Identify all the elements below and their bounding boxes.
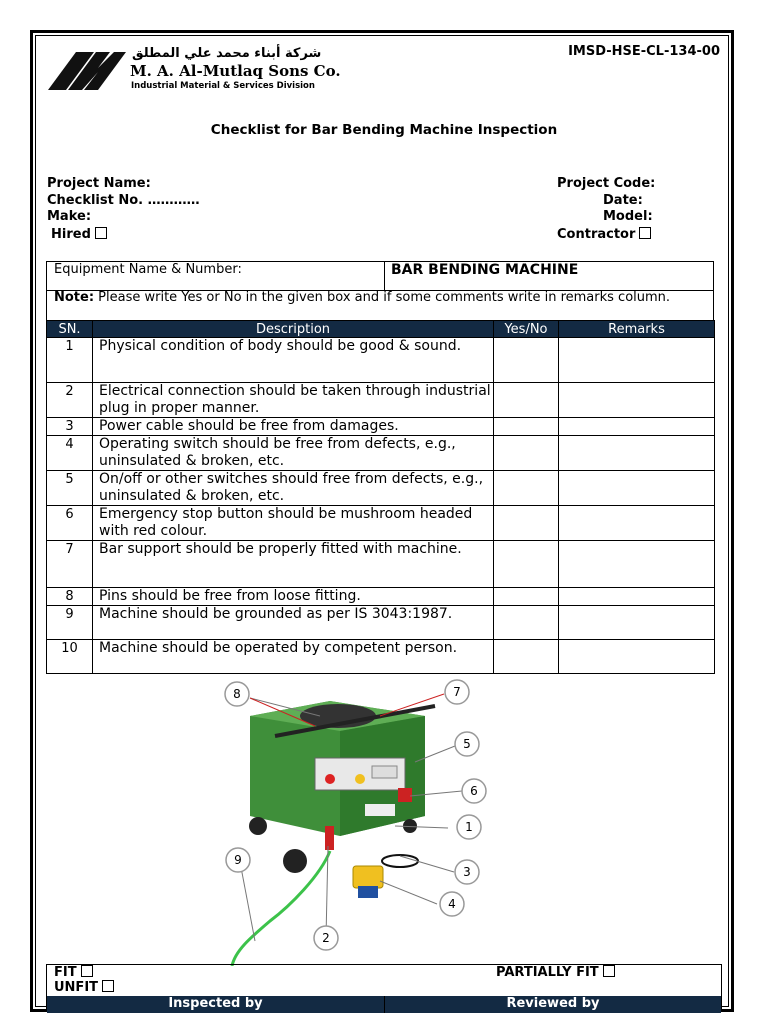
row-remarks-cell[interactable] <box>559 506 715 541</box>
row-sn: 4 <box>47 436 93 471</box>
column-header-description: Description <box>93 321 494 338</box>
model-label: Model: <box>603 209 653 224</box>
row-sn: 9 <box>47 606 93 640</box>
hired-checkbox[interactable] <box>95 227 107 239</box>
table-row <box>47 606 715 640</box>
row-sn: 1 <box>47 338 93 383</box>
table-row <box>47 506 715 541</box>
callout-9: 9 <box>234 853 242 867</box>
callout-2: 2 <box>322 931 330 945</box>
row-yes-no-cell[interactable] <box>494 606 559 640</box>
table-row <box>47 588 715 606</box>
equipment-value: BAR BENDING MACHINE <box>391 262 579 278</box>
unfit-label: UNFIT <box>54 980 99 995</box>
callout-6: 6 <box>470 784 478 798</box>
project-code-label: Project Code: <box>557 176 656 191</box>
row-yes-no-cell[interactable] <box>494 436 559 471</box>
reviewed-by-label: Reviewed by <box>506 996 600 1011</box>
row-description: Bar support should be properly fitted with machine. <box>93 541 494 588</box>
machine-photo <box>180 676 510 966</box>
row-sn: 2 <box>47 383 93 418</box>
row-description: Pins should be free from loose fitting. <box>93 588 494 606</box>
callout-4: 4 <box>448 897 456 911</box>
callout-5: 5 <box>463 737 471 751</box>
row-yes-no-cell[interactable] <box>494 541 559 588</box>
row-yes-no-cell[interactable] <box>494 640 559 674</box>
column-header-remarks: Remarks <box>559 321 715 338</box>
document-title: Checklist for Bar Bending Machine Inspection <box>210 122 558 138</box>
company-name-english: M. A. Al-Mutlaq Sons Co. <box>130 62 341 80</box>
row-sn: 6 <box>47 506 93 541</box>
company-name-arabic: شركة أبناء محمد علي المطلق <box>132 46 322 61</box>
contractor-field <box>557 226 651 243</box>
date-label: Date: <box>603 193 643 208</box>
fit-checkbox[interactable] <box>81 965 93 977</box>
row-yes-no-cell[interactable] <box>494 588 559 606</box>
checklist-no-label: Checklist No. ………… <box>47 193 200 208</box>
row-description: Operating switch should be free from defects, e.g., uninsulated & broken, etc. <box>93 436 494 471</box>
row-sn: 7 <box>47 541 93 588</box>
equipment-box <box>46 261 714 321</box>
hired-field <box>51 226 107 243</box>
note-text: Please write Yes or No in the given box and if some comments write in remarks column. <box>94 290 671 305</box>
row-remarks-cell[interactable] <box>559 418 715 436</box>
column-header-yes-no: Yes/No <box>494 321 559 338</box>
row-description: Emergency stop button should be mushroom headed with red colour. <box>93 506 494 541</box>
table-row <box>47 541 715 588</box>
row-yes-no-cell[interactable] <box>494 338 559 383</box>
partially-fit-field <box>496 965 615 980</box>
table-header-row <box>47 321 715 338</box>
company-division: Industrial Material & Services Division <box>131 81 315 91</box>
contractor-label: Contractor <box>557 227 636 242</box>
table-row <box>47 471 715 506</box>
row-description: Power cable should be free from damages. <box>93 418 494 436</box>
row-description: On/off or other switches should free from defects, e.g., uninsulated & broken, etc. <box>93 471 494 506</box>
table-row <box>47 436 715 471</box>
row-description: Electrical connection should be taken through industrial plug in proper manner. <box>93 383 494 418</box>
row-sn: 10 <box>47 640 93 674</box>
result-box <box>46 964 722 1012</box>
note-bold: Note: <box>54 290 95 305</box>
callout-1: 1 <box>465 820 473 834</box>
partially-fit-label: PARTIALLY FIT <box>496 965 599 980</box>
row-sn: 3 <box>47 418 93 436</box>
document-code: IMSD-HSE-CL-134-00 <box>568 44 720 59</box>
row-yes-no-cell[interactable] <box>494 383 559 418</box>
unfit-checkbox[interactable] <box>102 980 114 992</box>
row-remarks-cell[interactable] <box>559 338 715 383</box>
row-description: Machine should be grounded as per IS 3043:1987. <box>93 606 494 640</box>
row-sn: 5 <box>47 471 93 506</box>
row-sn: 8 <box>47 588 93 606</box>
equipment-label: Equipment Name & Number: <box>54 262 242 277</box>
row-remarks-cell[interactable] <box>559 436 715 471</box>
callout-7: 7 <box>453 685 461 699</box>
equipment-divider <box>384 262 385 290</box>
row-remarks-cell[interactable] <box>559 640 715 674</box>
row-yes-no-cell[interactable] <box>494 418 559 436</box>
row-yes-no-cell[interactable] <box>494 471 559 506</box>
callout-8: 8 <box>233 687 241 701</box>
make-label: Make: <box>47 209 92 224</box>
row-remarks-cell[interactable] <box>559 383 715 418</box>
table-row <box>47 640 715 674</box>
column-header-sn: SN. <box>47 321 93 338</box>
checklist-table <box>46 320 715 674</box>
note <box>54 290 694 305</box>
table-row <box>47 383 715 418</box>
row-description: Physical condition of body should be good & sound. <box>93 338 494 383</box>
callout-3: 3 <box>463 865 471 879</box>
fit-field <box>54 965 93 980</box>
row-remarks-cell[interactable] <box>559 471 715 506</box>
project-name-label: Project Name: <box>47 176 151 191</box>
row-remarks-cell[interactable] <box>559 541 715 588</box>
fit-label: FIT <box>54 965 77 980</box>
partially-fit-checkbox[interactable] <box>603 965 615 977</box>
table-row <box>47 418 715 436</box>
unfit-field <box>54 980 114 995</box>
row-yes-no-cell[interactable] <box>494 506 559 541</box>
row-remarks-cell[interactable] <box>559 588 715 606</box>
inspected-by-label: Inspected by <box>168 996 263 1011</box>
row-description: Machine should be operated by competent person. <box>93 640 494 674</box>
contractor-checkbox[interactable] <box>639 227 651 239</box>
hired-label: Hired <box>51 227 91 242</box>
table-row <box>47 338 715 383</box>
row-remarks-cell[interactable] <box>559 606 715 640</box>
